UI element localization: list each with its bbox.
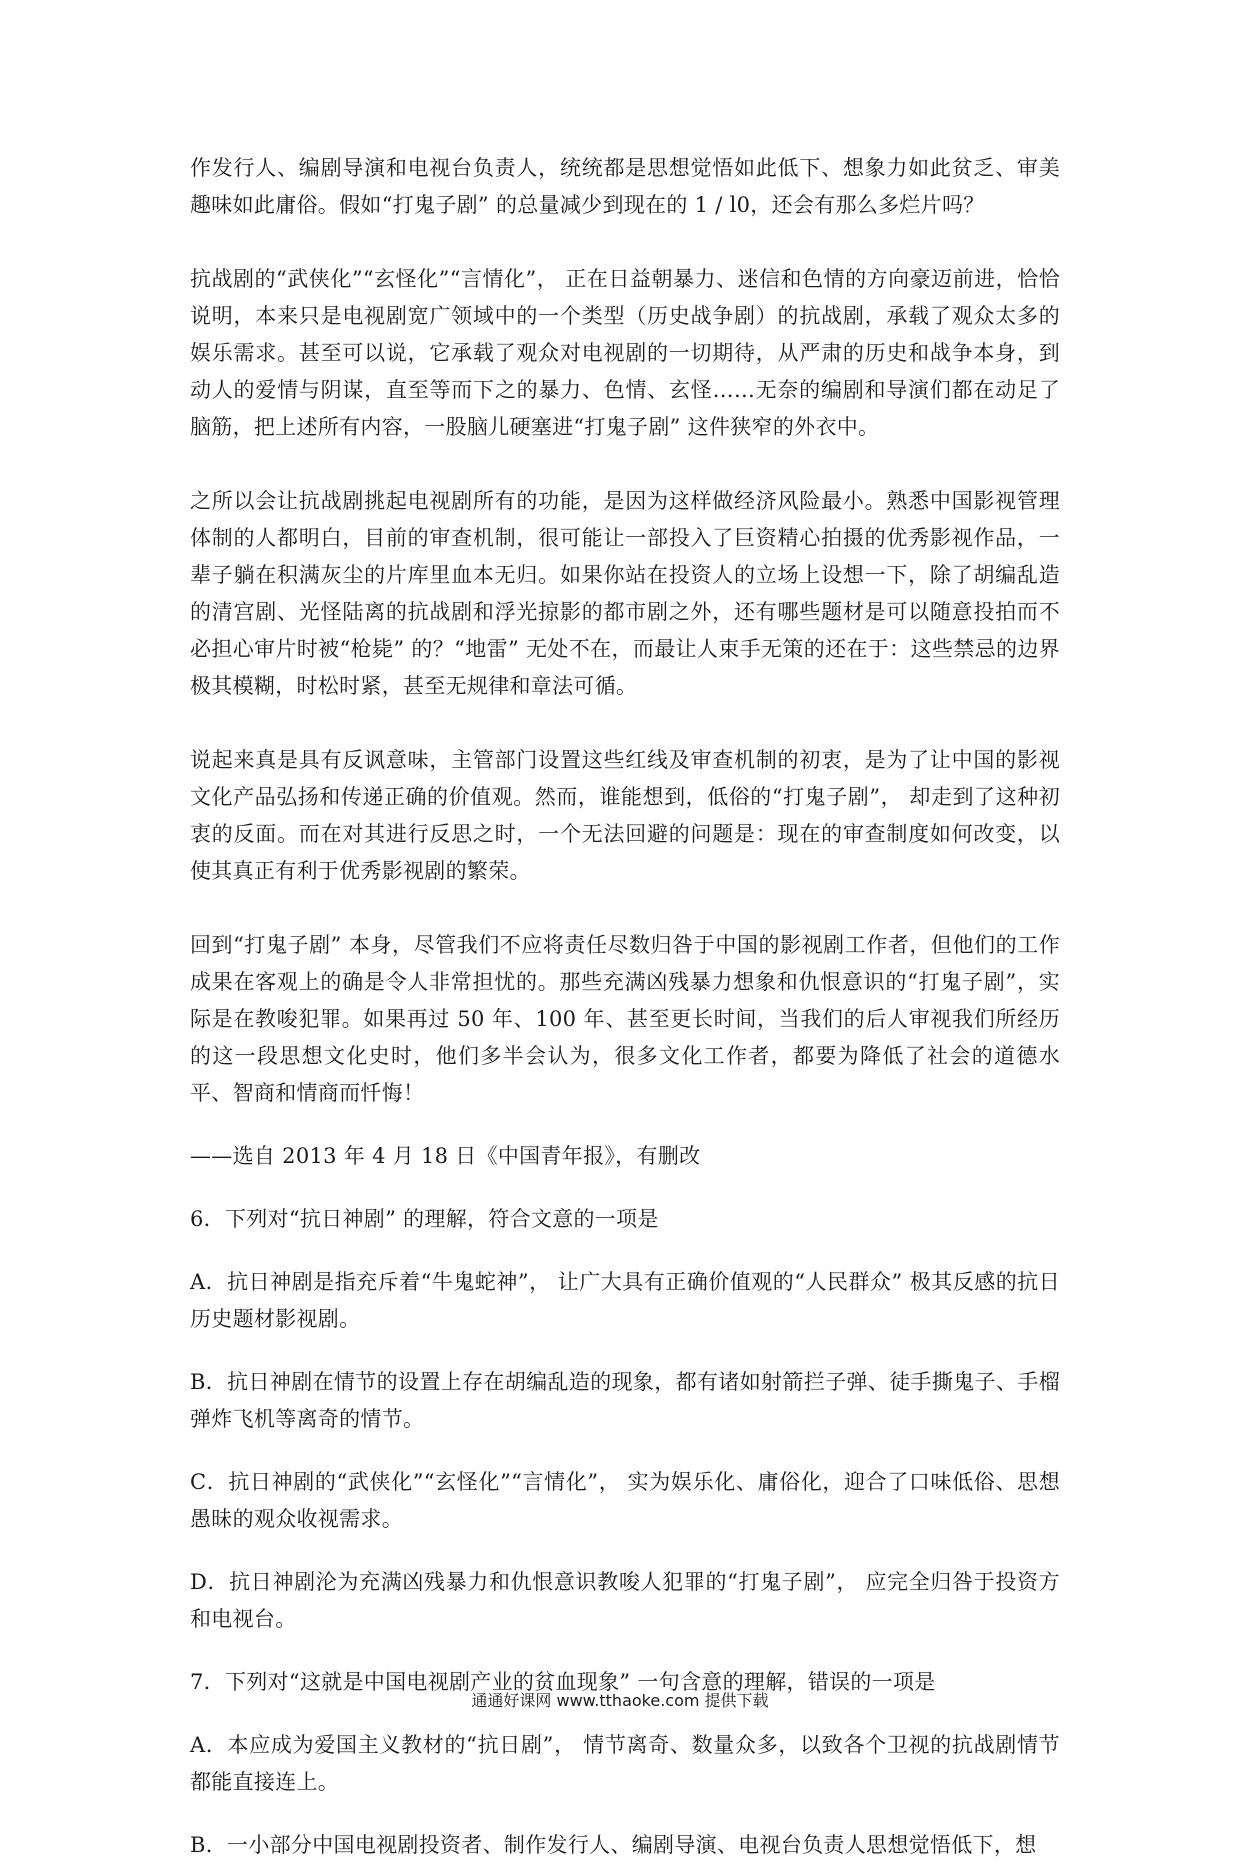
question-6-option-b: B．抗日神剧在情节的设置上存在胡编乱造的现象，都有诸如射箭拦子弹、徒手撕鬼子、手榴弹炸飞机等离奇的情节。 xyxy=(190,1370,1060,1431)
article-paragraph-4: 说起来真是具有反讽意味，主管部门设置这些红线及审查机制的初衷，是为了让中国的影视文化产品弘扬和传递正确的价值观。然而，谁能想到，低俗的“打鬼子剧”， 却走到了这种初衷的反面。而在对其进行反思之时，一个无法回避的问题是：现在的审查制度如何改变，以使其真正有利于优秀影视剧的繁荣。 xyxy=(190,748,1060,883)
article-source: ——选自 2013 年 4 月 18 日《中国青年报》，有删改 xyxy=(190,1144,701,1168)
question-6-option-d: D．抗日神剧沦为充满凶残暴力和仇恨意识教唆人犯罪的“打鬼子剧”， 应完全归咎于投资方和电视台。 xyxy=(190,1570,1060,1631)
question-7-option-b: B．一小部分中国电视剧投资者、制作发行人、编剧导演、电视台负责人思想觉悟低下，想 xyxy=(190,1833,1037,1857)
question-6-option-a: A．抗日神剧是指充斥着“牛鬼蛇神”， 让广大具有正确价值观的“人民群众” 极其反感的抗日历史题材影视剧。 xyxy=(190,1270,1060,1331)
article-paragraph-2: 抗战剧的“武侠化”“玄怪化”“言情化”， 正在日益朝暴力、迷信和色情的方向豪迈前进，恰恰说明，本来只是电视剧宽广领域中的一个类型（历史战争剧）的抗战剧，承载了观众太多的娱乐需求。甚至可以说，它承载了观众对电视剧的一切期待，从严肃的历史和战争本身，到动人的爱情与阴谋，直至等而下之的暴力、色情、玄怪……无奈的编剧和导演们都在动足了脑筋，把上述所有内容，一股脑儿硬塞进“打鬼子剧” 这件狭窄的外衣中。 xyxy=(190,267,1060,439)
question-6-option-c: C．抗日神剧的“武侠化”“玄怪化”“言情化”， 实为娱乐化、庸俗化，迎合了口味低俗、思想愚昧的观众收视需求。 xyxy=(190,1470,1060,1531)
article-paragraph-1: 作发行人、编剧导演和电视台负责人，统统都是思想觉悟如此低下、想象力如此贫乏、审美趣味如此庸俗。假如“打鬼子剧” 的总量减少到现在的 1 / l0，还会有那么多烂片吗？ xyxy=(190,156,1060,217)
article-paragraph-3: 之所以会让抗战剧挑起电视剧所有的功能，是因为这样做经济风险最小。熟悉中国影视管理体制的人都明白，目前的审查机制，很可能让一部投入了巨资精心拍摄的优秀影视作品，一辈子躺在积满灰尘的片库里血本无归。如果你站在投资人的立场上设想一下，除了胡编乱造的清宫剧、光怪陆离的抗战剧和浮光掠影的都市剧之外，还有哪些题材是可以随意投拍而不必担心审片时被“枪毙” 的？“地雷” 无处不在，而最让人束手无策的还在于：这些禁忌的边界极其模糊，时松时紧，甚至无规律和章法可循。 xyxy=(190,489,1060,698)
document-body xyxy=(190,150,1060,1864)
question-6-stem: 6．下列对“抗日神剧” 的理解，符合文意的一项是 xyxy=(190,1207,659,1231)
article-paragraph-5: 回到“打鬼子剧” 本身，尽管我们不应将责任尽数归咎于中国的影视剧工作者，但他们的工作成果在客观上的确是令人非常担忧的。那些充满凶残暴力想象和仇恨意识的“打鬼子剧”，实际是在教唆犯罪。如果再过 50 年、100 年、甚至更长时间，当我们的后人审视我们所经历的这一段思想文化史时，他们多半会认为，很多文化工作者，都要为降低了社会的道德水平、智商和情商而忏悔！ xyxy=(190,933,1060,1105)
question-7-option-a: A．本应成为爱国主义教材的“抗日剧”， 情节离奇、数量众多，以致各个卫视的抗战剧情节都能直接连上。 xyxy=(190,1733,1060,1794)
question-7-stem: 7．下列对“这就是中国电视剧产业的贫血现象” 一句含意的理解，错误的一项是 xyxy=(190,1670,936,1694)
page-footer: 通通好课网 www.tthaoke.com 提供下载 xyxy=(471,1691,769,1710)
